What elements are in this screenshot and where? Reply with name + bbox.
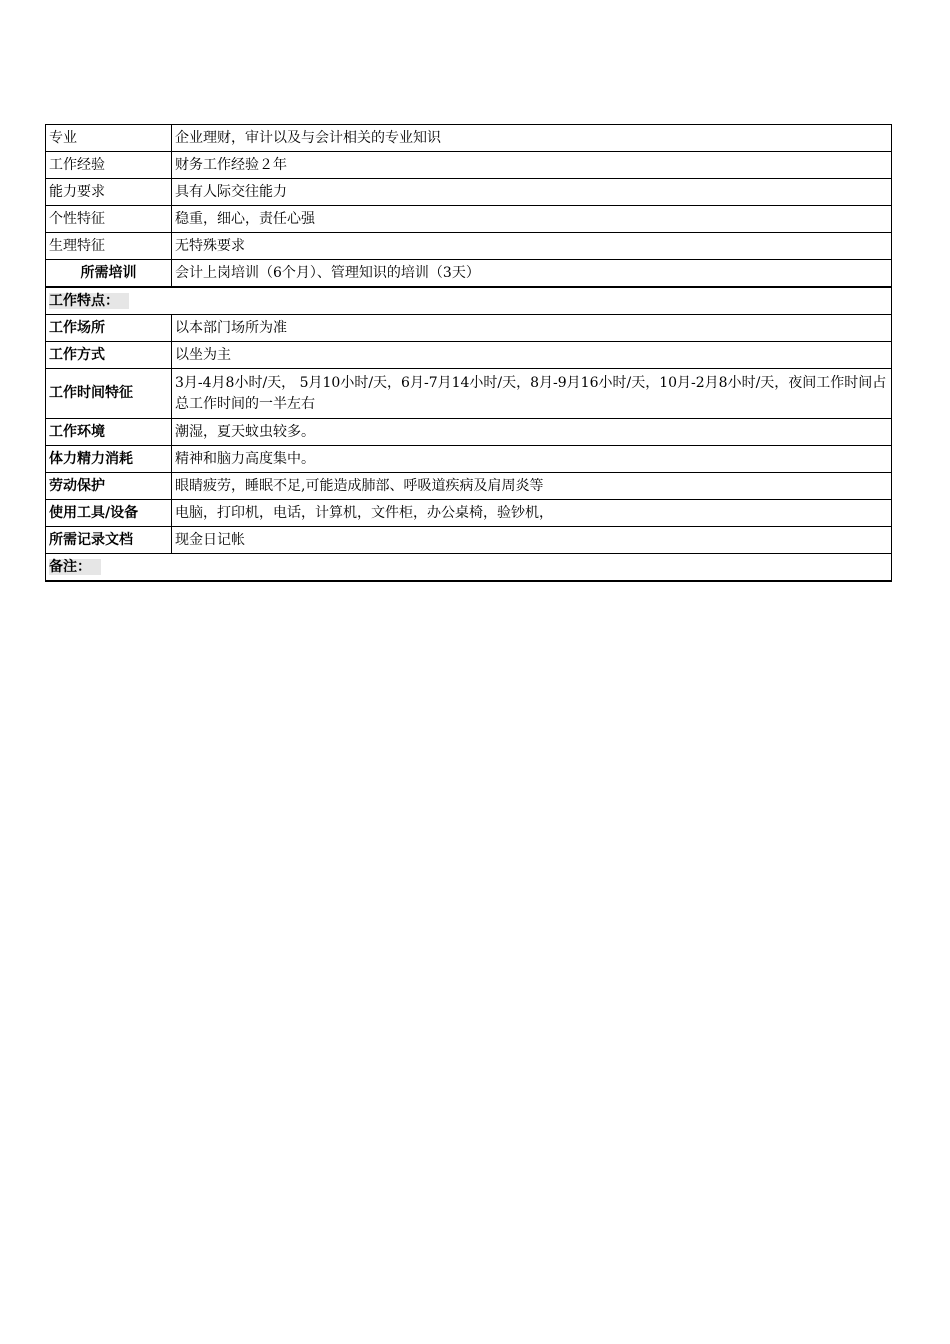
table-row xyxy=(46,473,892,500)
section-title: 工作特点： xyxy=(49,293,129,309)
row-value: 以坐为主 xyxy=(172,342,892,369)
row-value: 企业理财，审计以及与会计相关的专业知识 xyxy=(172,125,892,152)
row-label: 所需记录文档 xyxy=(46,527,172,554)
table-row xyxy=(46,315,892,342)
remarks-cell xyxy=(46,554,892,582)
table-row xyxy=(46,152,892,179)
row-value: 以本部门场所为准 xyxy=(172,315,892,342)
row-value: 潮湿，夏天蚊虫较多。 xyxy=(172,419,892,446)
table-row xyxy=(46,179,892,206)
table-row xyxy=(46,527,892,554)
row-value: 电脑，打印机，电话，计算机，文件柜，办公桌椅，验钞机， xyxy=(172,500,892,527)
section-title-cell xyxy=(46,287,892,315)
table-row xyxy=(46,419,892,446)
remarks-row xyxy=(46,554,892,582)
row-value: 无特殊要求 xyxy=(172,233,892,260)
row-value: 财务工作经验２年 xyxy=(172,152,892,179)
row-label: 工作场所 xyxy=(46,315,172,342)
table-row xyxy=(46,369,892,419)
row-value: 精神和脑力高度集中。 xyxy=(172,446,892,473)
remarks-label: 备注： xyxy=(49,559,101,575)
row-value: 3月-4月8小时/天， 5月10小时/天，6月-7月14小时/天，8月-9月16小时/天，10月-2月8小时/天，夜间工作时间占总工作时间的一半左右 xyxy=(172,369,892,419)
row-value: 会计上岗培训（6个月）、管理知识的培训（3天） xyxy=(172,260,892,288)
row-value: 稳重，细心，责任心强 xyxy=(172,206,892,233)
row-label: 体力精力消耗 xyxy=(46,446,172,473)
row-label: 能力要求 xyxy=(46,179,172,206)
table-row xyxy=(46,125,892,152)
row-label: 所需培训 xyxy=(46,260,172,288)
table-row xyxy=(46,260,892,288)
section-header-row xyxy=(46,287,892,315)
row-label: 个性特征 xyxy=(46,206,172,233)
row-value: 具有人际交往能力 xyxy=(172,179,892,206)
row-label: 工作时间特征 xyxy=(46,369,172,419)
table-row xyxy=(46,233,892,260)
table-row xyxy=(46,206,892,233)
row-label: 工作环境 xyxy=(46,419,172,446)
job-description-table xyxy=(45,124,892,582)
table-row xyxy=(46,500,892,527)
row-label: 工作经验 xyxy=(46,152,172,179)
row-label: 生理特征 xyxy=(46,233,172,260)
row-label: 专业 xyxy=(46,125,172,152)
row-label: 使用工具/设备 xyxy=(46,500,172,527)
row-label: 工作方式 xyxy=(46,342,172,369)
table-row xyxy=(46,446,892,473)
row-value: 眼睛疲劳，睡眠不足,可能造成肺部、呼吸道疾病及肩周炎等 xyxy=(172,473,892,500)
row-value: 现金日记帐 xyxy=(172,527,892,554)
row-label: 劳动保护 xyxy=(46,473,172,500)
table-row xyxy=(46,342,892,369)
